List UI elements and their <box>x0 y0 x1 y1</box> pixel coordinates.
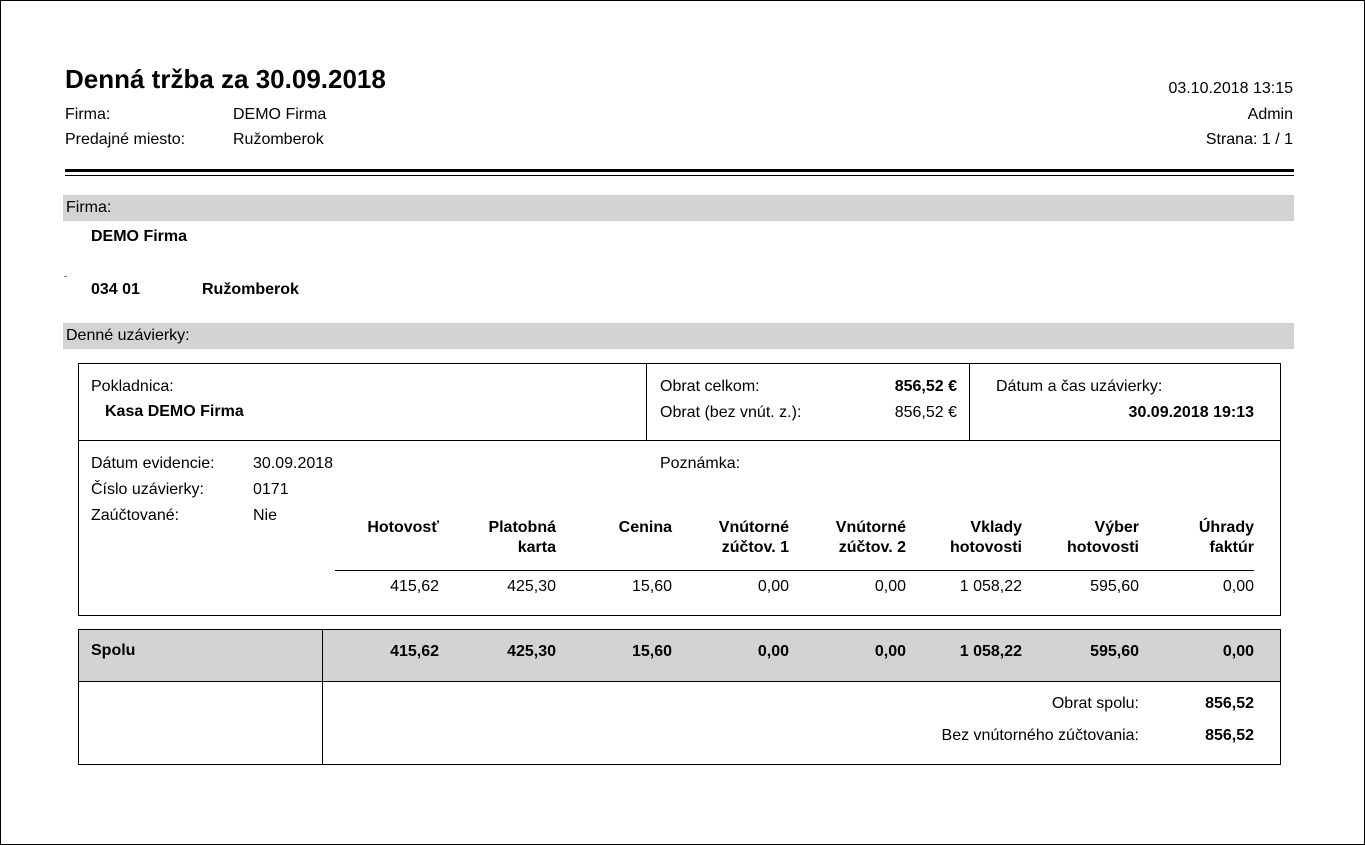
value-deposits: 1 058,22 <box>959 578 1022 595</box>
turnover-net-value: 856,52 € <box>894 404 957 421</box>
value-internal-2: 0,00 <box>874 578 906 595</box>
total-internal-1: 0,00 <box>757 643 789 660</box>
register-label: Pokladnica: <box>91 378 174 395</box>
header-point-value: Ružomberok <box>233 131 324 148</box>
col-header-cash: Hotovosť <box>367 519 439 536</box>
record-date-label: Dátum evidencie: <box>91 455 215 472</box>
closures-band-label: Denné uzávierky: <box>66 327 190 344</box>
grand-net-value: 856,52 <box>1205 727 1254 744</box>
turnover-net-label: Obrat (bez vnút. z.): <box>660 404 802 421</box>
print-datetime: 03.10.2018 13:15 <box>1168 80 1293 97</box>
value-internal-1: 0,00 <box>757 578 789 595</box>
note-label: Poznámka: <box>660 455 741 472</box>
firm-zip: 034 01 <box>91 281 140 298</box>
grand-turnover-value: 856,52 <box>1205 695 1254 712</box>
firm-mark: - <box>64 271 67 281</box>
col-header-withdrawals: Výber hotovosti <box>1067 519 1139 556</box>
firm-city: Ružomberok <box>202 281 299 298</box>
col-header-deposits: Vklady hotovosti <box>950 519 1022 556</box>
value-card: 425,30 <box>507 578 556 595</box>
header-point-label: Predajné miesto: <box>65 131 186 148</box>
firm-band-label: Firma: <box>66 199 112 216</box>
value-invoices: 0,00 <box>1222 578 1254 595</box>
col-header-card: Platobná karta <box>488 519 556 556</box>
total-card: 425,30 <box>507 643 556 660</box>
col-header-voucher: Cenina <box>618 519 672 536</box>
total-cash: 415,62 <box>390 643 439 660</box>
value-voucher: 15,60 <box>631 578 672 595</box>
turnover-label: Obrat celkom: <box>660 378 760 395</box>
booked-label: Zaúčtované: <box>91 507 180 524</box>
turnover-value: 856,52 € <box>894 378 957 395</box>
total-deposits: 1 058,22 <box>959 643 1022 660</box>
closure-datetime-label: Dátum a čas uzávierky: <box>996 378 1163 395</box>
total-voucher: 15,60 <box>631 643 672 660</box>
closure-no-label: Číslo uzávierky: <box>91 481 204 498</box>
report-title: Denná tržba za 30.09.2018 <box>65 64 386 94</box>
print-user: Admin <box>1247 106 1293 123</box>
totals-vline <box>322 629 323 764</box>
grand-turnover-label: Obrat spolu: <box>1051 695 1139 712</box>
col-header-internal-2: Vnútorné zúčtov. 2 <box>835 519 906 556</box>
firm-band <box>63 195 1294 221</box>
columns-rule <box>335 570 1254 571</box>
closures-band <box>63 323 1294 349</box>
header-rule-thin <box>65 175 1294 176</box>
closure-no-value: 0171 <box>253 481 289 498</box>
closure-datetime-value: 30.09.2018 19:13 <box>1128 404 1254 421</box>
col-header-invoices: Úhrady faktúr <box>1198 519 1254 556</box>
value-withdrawals: 595,60 <box>1090 578 1139 595</box>
totals-label: Spolu <box>91 642 136 659</box>
totals-divider <box>78 681 1280 682</box>
firm-name: DEMO Firma <box>91 228 188 245</box>
closure-vline-1 <box>646 363 647 441</box>
record-date-value: 30.09.2018 <box>253 455 334 472</box>
header-firm-label: Firma: <box>65 106 111 123</box>
total-withdrawals: 595,60 <box>1090 643 1139 660</box>
closure-divider <box>78 440 1280 441</box>
value-cash: 415,62 <box>390 578 439 595</box>
closure-vline-2 <box>969 363 970 441</box>
booked-value: Nie <box>253 507 278 524</box>
page-number: Strana: 1 / 1 <box>1205 131 1293 148</box>
header-firm-value: DEMO Firma <box>233 106 327 123</box>
total-internal-2: 0,00 <box>874 643 906 660</box>
total-invoices: 0,00 <box>1222 643 1254 660</box>
header-rule-thick <box>65 169 1294 172</box>
register-name: Kasa DEMO Firma <box>105 403 244 420</box>
grand-net-label: Bez vnútorného zúčtovania: <box>941 727 1139 744</box>
col-header-internal-1: Vnútorné zúčtov. 1 <box>718 519 789 556</box>
